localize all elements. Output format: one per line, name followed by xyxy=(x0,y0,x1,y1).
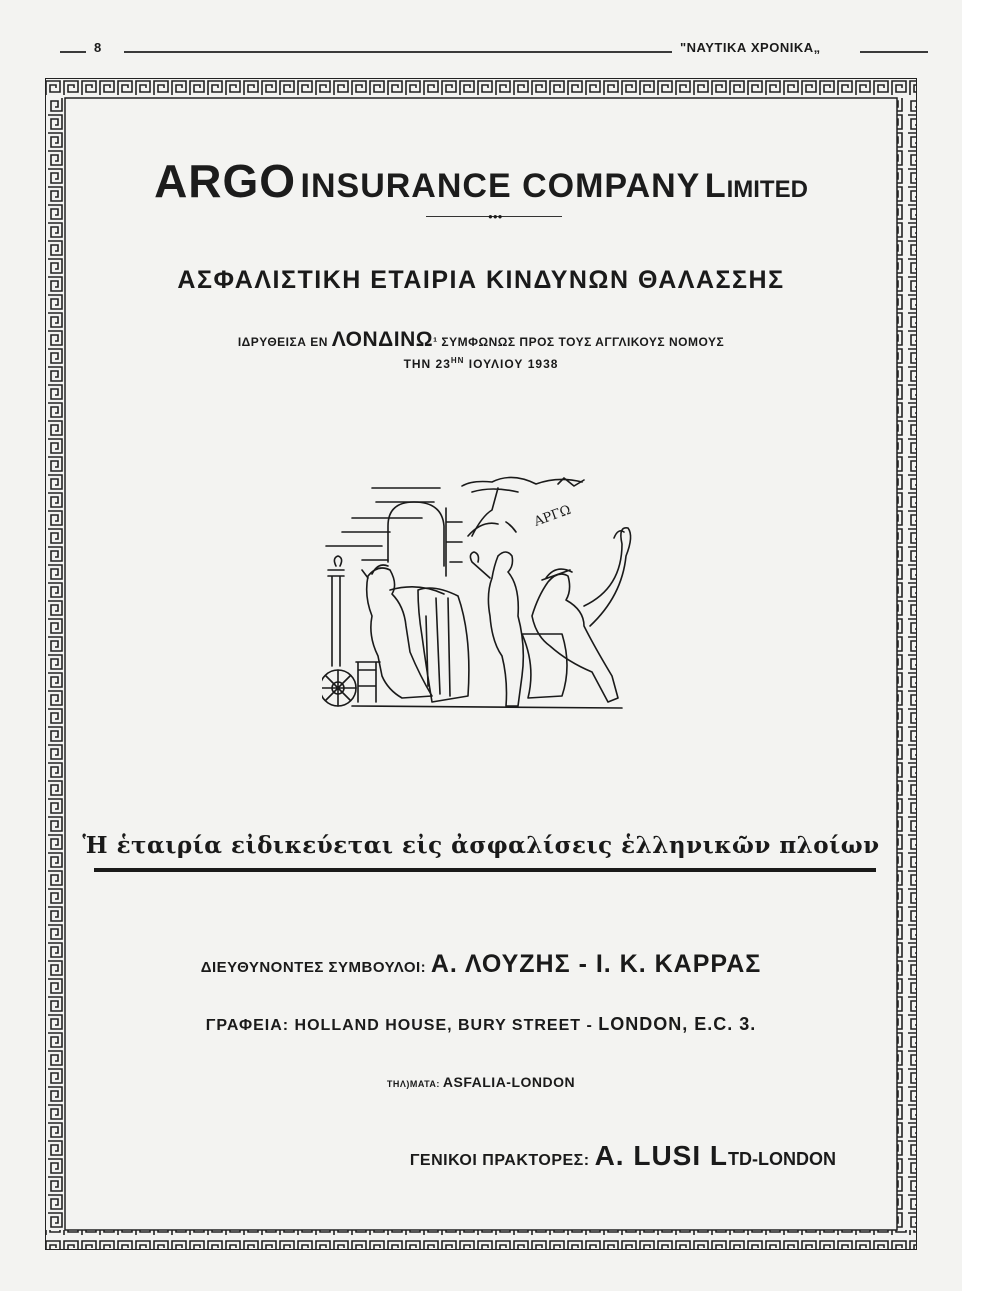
header-rule-middle xyxy=(124,51,672,53)
cable-address xyxy=(66,1074,896,1092)
greek-company-name: ΑΣΦΑΛΙΣΤΙΚΗ ΕΤΑΙΡΙΑ ΚΙΝΔΥΝΩΝ ΘΑΛΑΣΣΗΣ xyxy=(177,266,785,294)
company-name-insurance: INSURANCE COMPANY xyxy=(300,167,701,205)
founding-date xyxy=(66,356,896,371)
slogan-underline xyxy=(94,868,876,872)
page-number: 8 xyxy=(94,40,102,55)
founded-london: ΛΟΝΔΙΝΩ xyxy=(331,328,434,351)
offices-city: LONDON, E.C. 3. xyxy=(598,1014,757,1034)
offices-label: ΓΡΑΦΕΙΑ: HOLLAND HOUSE, BURY STREET - xyxy=(205,1017,599,1034)
specialty-slogan: Ἡ ἑταιρία εἰδικεύεται εἰς ἀσφαλίσεις ἑλληνικῶν πλοίων xyxy=(82,832,880,859)
header-rule-right xyxy=(860,51,928,53)
directors-names: Α. ΛΟΥΖΗΣ - Ι. Κ. ΚΑΡΡΑΣ xyxy=(430,950,762,978)
agents-name: A. LUSI L xyxy=(594,1140,729,1171)
date-prefix: ΤΗΝ 23 xyxy=(403,357,451,371)
divider-ornament: ●●● xyxy=(488,212,503,221)
header-rule-left xyxy=(60,51,86,53)
offices-address xyxy=(66,1014,896,1035)
founded-suffix: ¹ ΣΥΜΦΩΝΩΣ ΠΡΟΣ ΤΟΥΣ ΑΓΓΛΙΚΟΥΣ ΝΟΜΟΥΣ xyxy=(433,335,725,349)
company-name xyxy=(66,154,896,208)
scan-margin xyxy=(962,0,1000,1291)
agents-label: ΓΕΝΙΚΟΙ ΠΡΑΚΤΟΡΕΣ: xyxy=(409,1152,595,1169)
company-name-limited-initial: L xyxy=(704,167,727,205)
company-name-limited-rest: IMITED xyxy=(726,176,808,203)
argo-vase-illustration xyxy=(322,466,642,722)
ad-content xyxy=(66,98,896,1230)
company-name-argo: ARGO xyxy=(154,155,297,207)
date-suffix: ΙΟΥΛΙΟΥ 1938 xyxy=(464,357,559,371)
general-agents xyxy=(296,1140,836,1172)
date-ordinal: ΗΝ xyxy=(450,356,465,365)
agents-ltd: TD-LONDON xyxy=(728,1149,836,1169)
cable-label: ΤΗΛ)ΜΑΤΑ: xyxy=(386,1079,443,1089)
founded-line xyxy=(66,328,896,352)
managing-directors xyxy=(66,950,896,979)
founded-prefix: ΙΔΡΥΘΕΙΣΑ ΕΝ xyxy=(237,335,332,349)
journal-title: "ΝΑΥΤΙΚΑ ΧΡΟΝΙΚΑ„ xyxy=(680,40,821,55)
cable-value: ASFALIA-LONDON xyxy=(442,1074,576,1090)
directors-label: ΔΙΕΥΘΥΝΟΝΤΕΣ ΣΥΜΒΟΥΛΟΙ: xyxy=(200,959,431,976)
illustration-label: ΑΡΓΩ xyxy=(532,502,574,530)
running-header xyxy=(60,40,928,62)
